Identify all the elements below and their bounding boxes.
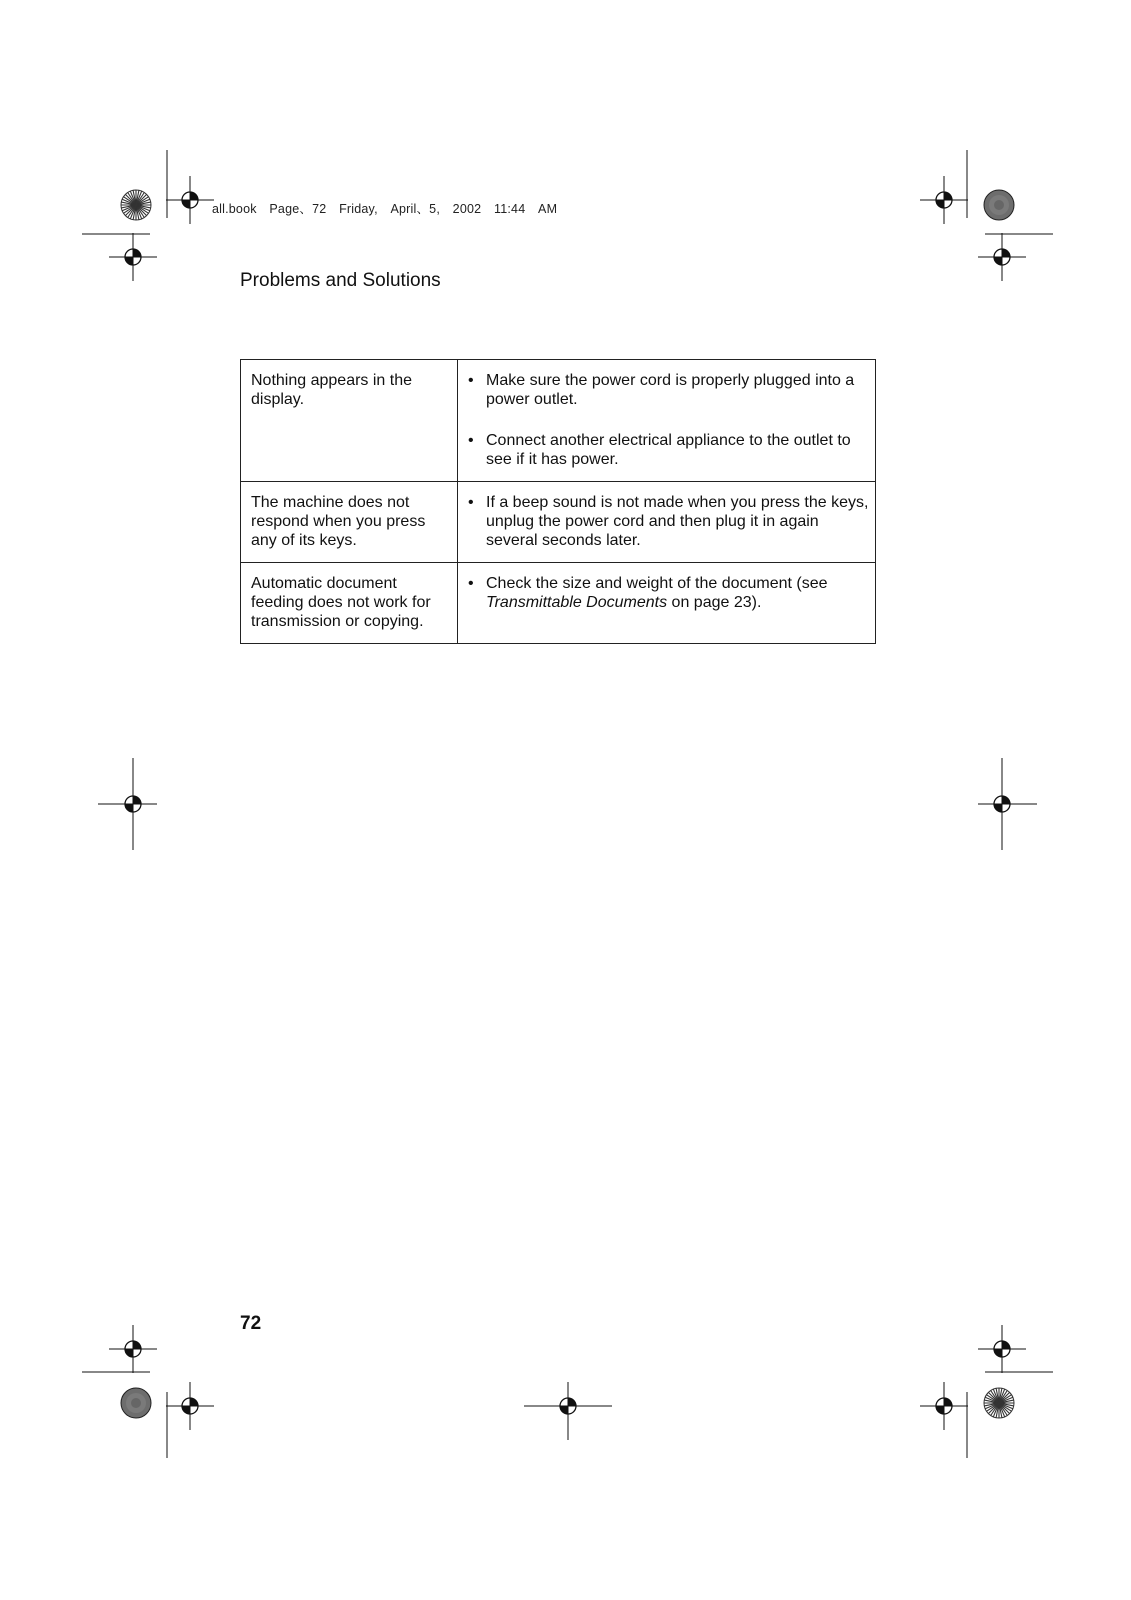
troubleshooting-table — [240, 359, 876, 644]
solution-text: Connect another electrical appliance to the outlet to see if it has power. — [486, 432, 851, 468]
solution-item — [468, 371, 869, 409]
bullet-icon: • — [468, 432, 474, 449]
solution-cell — [458, 482, 876, 563]
page-title: Problems and Solutions — [240, 270, 441, 291]
solution-cell — [458, 360, 876, 482]
solution-item — [468, 431, 869, 469]
solution-item — [468, 493, 869, 550]
bullet-icon: • — [468, 494, 474, 511]
solution-item — [468, 574, 869, 612]
bullet-icon: • — [468, 575, 474, 592]
solution-list — [468, 371, 869, 469]
solution-cell — [458, 563, 876, 644]
solution-text: If a beep sound is not made when you press the keys, unplug the power cord and then plug it in again several seconds later. — [486, 494, 869, 549]
solution-text — [486, 575, 828, 611]
page-number: 72 — [240, 1313, 262, 1334]
bullet-icon: • — [468, 372, 474, 389]
table-row — [241, 482, 876, 563]
solution-text-start: Check the size and weight of the document (see — [486, 575, 828, 592]
cross-reference-title: Transmittable Documents — [486, 594, 668, 611]
solution-text-end: on page 23). — [667, 594, 762, 611]
table-row — [241, 360, 876, 482]
problem-cell: The machine does not respond when you press any of its keys. — [241, 482, 458, 563]
problem-cell: Nothing appears in the display. — [241, 360, 458, 482]
problem-cell: Automatic document feeding does not work for transmission or copying. — [241, 563, 458, 644]
book-file-info: all.book Page、72 Friday, April、5, 2002 11:44 AM — [212, 202, 558, 216]
solution-text: Make sure the power cord is properly plugged into a power outlet. — [486, 372, 855, 408]
table-row — [241, 563, 876, 644]
solution-list — [468, 493, 869, 550]
solution-list — [468, 574, 869, 612]
